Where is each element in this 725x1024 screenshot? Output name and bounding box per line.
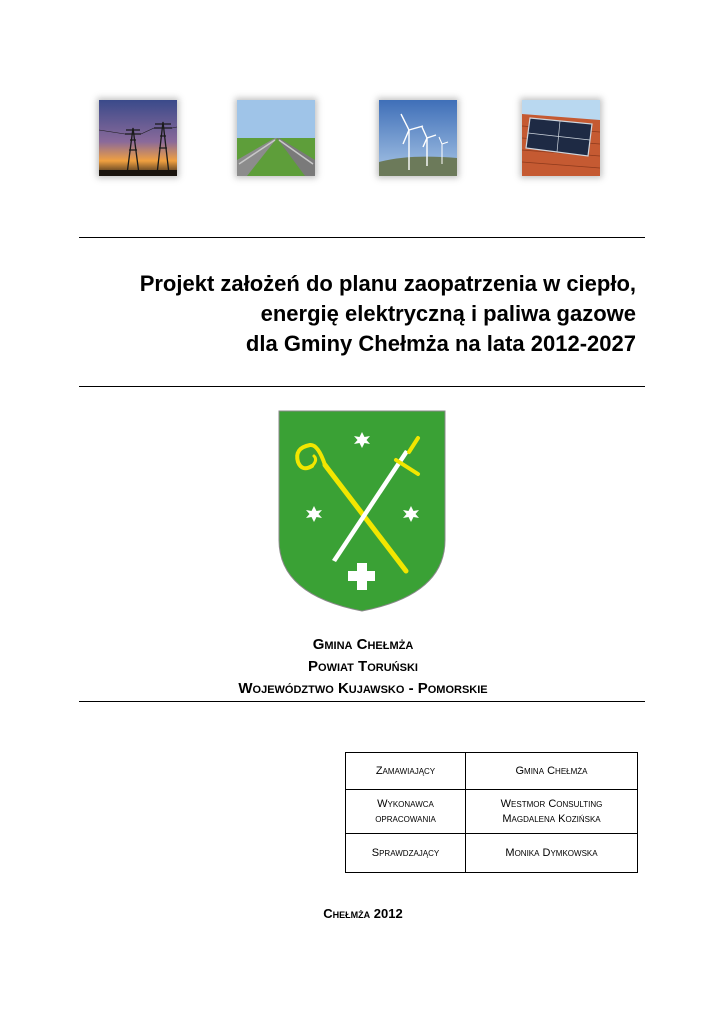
table-row (346, 790, 638, 834)
page-title (60, 269, 636, 359)
powiat-name: Powiat Toruński (308, 658, 418, 675)
label-cell: Sprawdzający (346, 834, 466, 873)
table-row (346, 753, 638, 790)
power-lines-photo (99, 100, 177, 176)
title-line-1: Projekt założeń do planu zaopatrzenia w ciepło, (139, 271, 636, 296)
top-divider (79, 237, 645, 238)
title-divider (79, 386, 645, 387)
label-cell: Wykonawca opracowania (346, 790, 466, 834)
value-cell: Gmina Chełmża (466, 753, 638, 790)
wind-turbines-photo (379, 100, 457, 176)
pipelines-photo (237, 100, 315, 176)
value-cell: Monika Dymkowska (466, 834, 638, 873)
table-row (346, 834, 638, 873)
region-divider (79, 701, 645, 702)
label-cell: Zamawiający (346, 753, 466, 790)
info-table (345, 752, 638, 873)
value-cell: Westmor Consulting Magdalena Kozińska (466, 790, 638, 834)
wojewodztwo-name: Województwo Kujawsko - Pomorskie (238, 680, 488, 697)
solar-panel-photo (522, 100, 600, 176)
title-line-3: dla Gminy Chełmża na lata 2012-2027 (245, 331, 636, 356)
coat-of-arms (278, 410, 446, 612)
gmina-name: Gmina Chełmża (312, 636, 414, 653)
title-line-2: energię elektryczną i paliwa gazowe (260, 301, 636, 326)
place-and-year: Chełmża 2012 (323, 906, 403, 921)
